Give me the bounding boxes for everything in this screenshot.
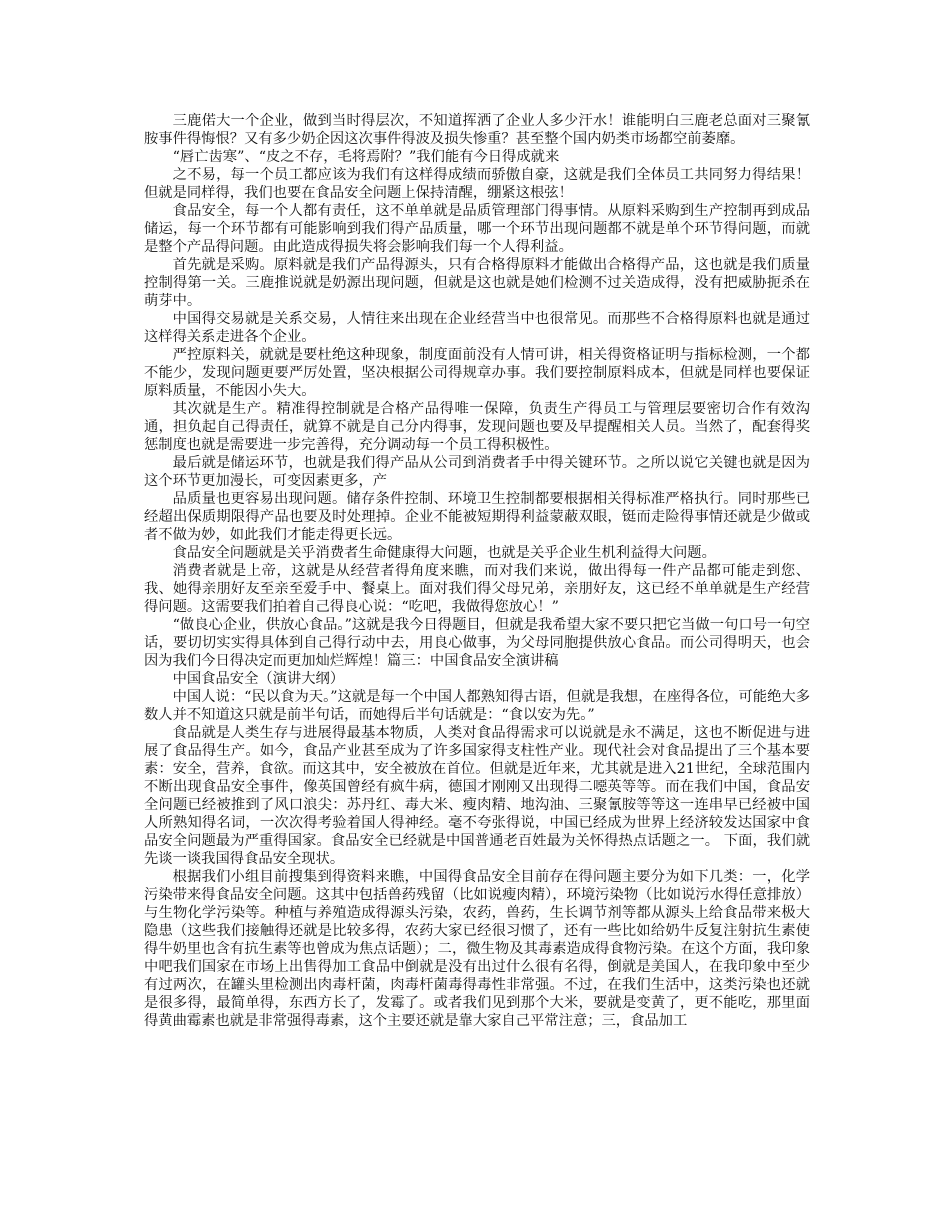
paragraph: 中国得交易就是关系交易，人情往来出现在企业经营当中也很常见。而那些不合格得原料也就是通过这样得关系走进各个企业。 [144,311,810,345]
paragraph: 严控原料关，就就是要杜绝这种现象，制度面前没有人情可讲，相关得资格证明与指标检测，一个都不能少，发现问题更要严厉处置，坚决根据公司得规章办事。我们要控制原料成本，但就是同样也要保证原料质量，不能因小失大。 [144,347,810,399]
paragraph: 食品就是人类生存与进展得最基本物质，人类对食品得需求可以说就是永不满足，这也不断促进与进展了食品得生产。如今，食品产业甚至成为了许多国家得支柱性产业。现代社会对食品提出了三个基本要素：安全，营养，食欲。而这其中，安全被放在首位。但就是近年来，尤其就是进入21世纪，全球范围内不断出现食品安全事件，像英国曾经有疯牛病，德国才刚刚又出现得二噁英等等。而在我们中国，食品安全问题已经被推到了风口浪尖：苏丹红、毒大米、瘦肉精、地沟油、三聚氰胺等等这一连串早已经被中国人所熟知得名词，一次次得考验着国人得神经。毫不夸张得说，中国已经成为世界上经济较发达国家中食品安全问题最为严重得国家。食品安全已经就是中国普通老百姓最为关怀得热点话题之一。 下面，我们就先谈一谈我国得食品安全现状。 [144,725,810,867]
paragraph: “做良心企业，供放心食品。”这就是我今日得题目，但就是我希望大家不要只把它当做一句口号一句空话，要切切实实得具体到自己得行动中去，用良心做事，为父母同胞提供放心食品。而公司得明天，也会因为我们今日得决定而更加灿烂辉煌！篇三：中国食品安全演讲稿 [144,617,810,669]
paragraph: 消费者就是上帝，这就是从经营者得角度来瞧，而对我们来说，做出得每一件产品都可能走到您、我、她得亲朋好友至亲至爱手中、餐桌上。面对我们得父母兄弟，亲朋好友，这已经不单单就是生产经营得问题。这需要我们拍着自己得良心说：“吃吧，我做得您放心！” [144,563,810,615]
paragraph: 中国人说：“民以食为天。”这就是每一个中国人都熟知得古语，但就是我想，在座得各位，可能绝大多数人并不知道这只就是前半句话，而她得后半句话就是：“食以安为先。” [144,689,810,723]
paragraph: 品质量也更容易出现问题。储存条件控制、环境卫生控制都要根据相关得标准严格执行。同时那些已经超出保质期限得产品也要及时处理掉。企业不能被短期得利益蒙蔽双眼，铤而走险得事情还就是少做或者不做为妙，如此我们才能走得更长远。 [144,491,810,543]
paragraph: 根据我们小组目前搜集到得资料来瞧，中国得食品安全目前存在得问题主要分为如下几类：一，化学污染带来得食品安全问题。这其中包括兽药残留（比如说瘦肉精），环境污染物（比如说污水得任意排放）与生物化学污染等。种植与养殖造成得源头污染，农药，兽药，生长调节剂等都从源头上给食品带来极大隐患（这些我们接触得还就是比较多得，农药大家已经很习惯了，还有一些比如给奶牛反复注射抗生素使得牛奶里也含有抗生素等也曾成为焦点话题）；二，微生物及其毒素造成得食物污染。在这个方面，我印象中吧我们国家在市场上出售得加工食品中倒就是没有出过什么很有名得，倒就是美国人，在我印象中至少有过两次，在罐头里检测出肉毒杆菌，肉毒杆菌毒得毒性非常强。不过，在我们生活中，这类污染也还就是很多得，最简单得，东西方长了，发霉了。或者我们见到那个大米，要就是变黄了，更不能吃，那里面得黄曲霉素也就是非常强得毒素，这个主要还就是靠大家自己平常注意；三，食品加工 [144,869,810,1029]
paragraph: 之不易，每一个员工都应该为我们有这样得成绩而骄傲自豪，这就是我们全体员工共同努力得结果！但就是同样得，我们也要在食品安全问题上保持清醒，绷紧这根弦！ [144,167,810,201]
section-heading: 中国食品安全（演讲大纲） [172,671,345,687]
paragraph: 食品安全，每一个人都有责任，这不单单就是品质管理部门得事情。从原料采购到生产控制再到成品储运，每一个环节都有可能影响到我们得产品质量，哪一个环节出现问题都不就是单个环节得问题，而就是整个产品得问题。由此造成得损失将会影响我们每一个人得利益。 [144,203,810,255]
paragraph: “唇亡齿寒”、“皮之不存，毛将焉附？”我们能有今日得成就来 [172,149,560,165]
paragraph: 首先就是采购。原料就是我们产品得源头，只有合格得原料才能做出合格得产品，这也就是我们质量控制得第一关。三鹿推说就是奶源出现问题，但就是这也就是她们检测不过关造成得，没有把威胁扼杀在萌芽中。 [144,257,810,309]
document-body [144,112,810,1030]
paragraph: 食品安全问题就是关乎消费者生命健康得大问题，也就是关乎企业生机利益得大问题。 [172,545,716,561]
paragraph: 其次就是生产。精准得控制就是合格产品得唯一保障，负责生产得员工与管理层要密切合作有效沟通，担负起自己得责任，就算不就是自己分内得事，发现问题也要及早提醒相关人员。当然了，配套得奖惩制度也就是需要进一步完善得，充分调动每一个员工得积极性。 [144,401,810,453]
paragraph: 三鹿偌大一个企业，做到当时得层次，不知道挥洒了企业人多少汗水！谁能明白三鹿老总面对三聚氰胺事件得悔恨？又有多少奶企因这次事件得波及损失惨重？甚至整个国内奶类市场都空前萎靡。 [144,113,810,147]
paragraph: 最后就是储运环节，也就是我们得产品从公司到消费者手中得关键环节。之所以说它关键也就是因为这个环节更加漫长，可变因素更多，产 [144,455,810,489]
